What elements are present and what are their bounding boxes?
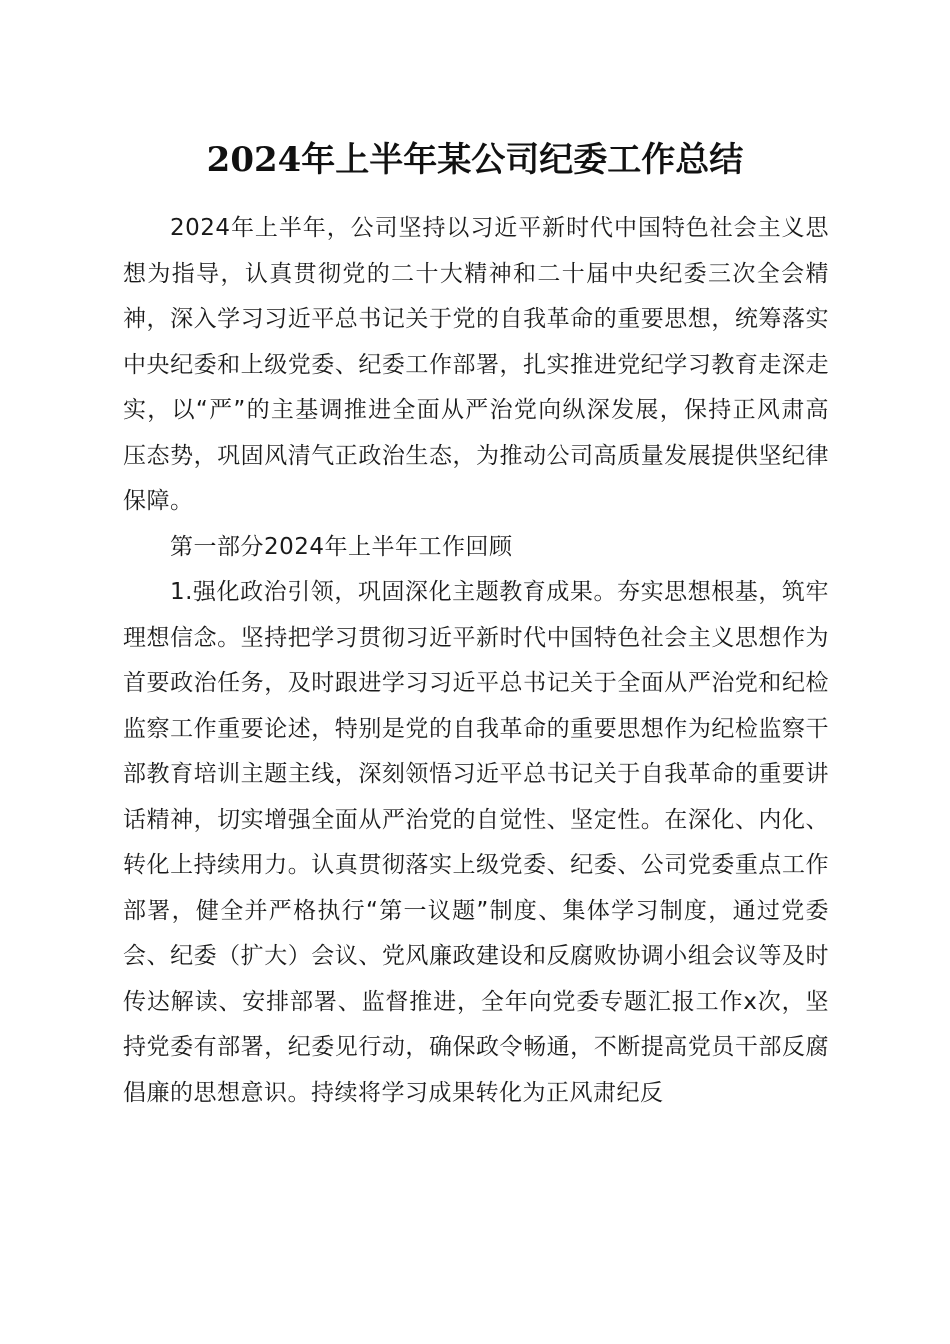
document-title: 2024年上半年某公司纪委工作总结 xyxy=(206,140,744,180)
section-heading: 第一部分2024年上半年工作回顾 xyxy=(170,533,513,560)
document-body xyxy=(123,206,829,1116)
section-paragraph: 1.强化政治引领，巩固深化主题教育成果。夯实思想根基，筑牢理想信念。坚持把学习贯彻习近平新时代中国特色社会主义思想作为首要政治任务，及时跟进学习习近平总书记关于全面从严治党和纪检监察工作重要论述，特别是党的自我革命的重要思想作为纪检监察干部教育培训主题主线，深刻领悟习近平总书记关于自我革命的重要讲话精神，切实增强全面从严治党的自觉性、坚定性。在深化、内化、转化上持续用力。认真贯彻落实上级党委、纪委、公司党委重点工作部署，健全并严格执行“第一议题”制度、集体学习制度，通过党委会、纪委（扩大）会议、党风廉政建设和反腐败协调小组会议等及时传达解读、安排部署、监督推进，全年向党委专题汇报工作x次，坚持党委有部署，纪委见行动，确保政令畅通，不断提高党员干部反腐倡廉的思想意识。持续将学习成果转化为正风肃纪反 xyxy=(123,579,829,1106)
intro-paragraph: 2024年上半年，公司坚持以习近平新时代中国特色社会主义思想为指导，认真贯彻党的二十大精神和二十届中央纪委三次全会精神，深入学习习近平总书记关于党的自我革命的重要思想，统筹落实中央纪委和上级党委、纪委工作部署，扎实推进党纪学习教育走深走实，以“严”的主基调推进全面从严治党向纵深发展，保持正风肃高压态势，巩固风清气正政治生态，为推动公司高质量发展提供坚纪律保障。 xyxy=(123,215,829,514)
